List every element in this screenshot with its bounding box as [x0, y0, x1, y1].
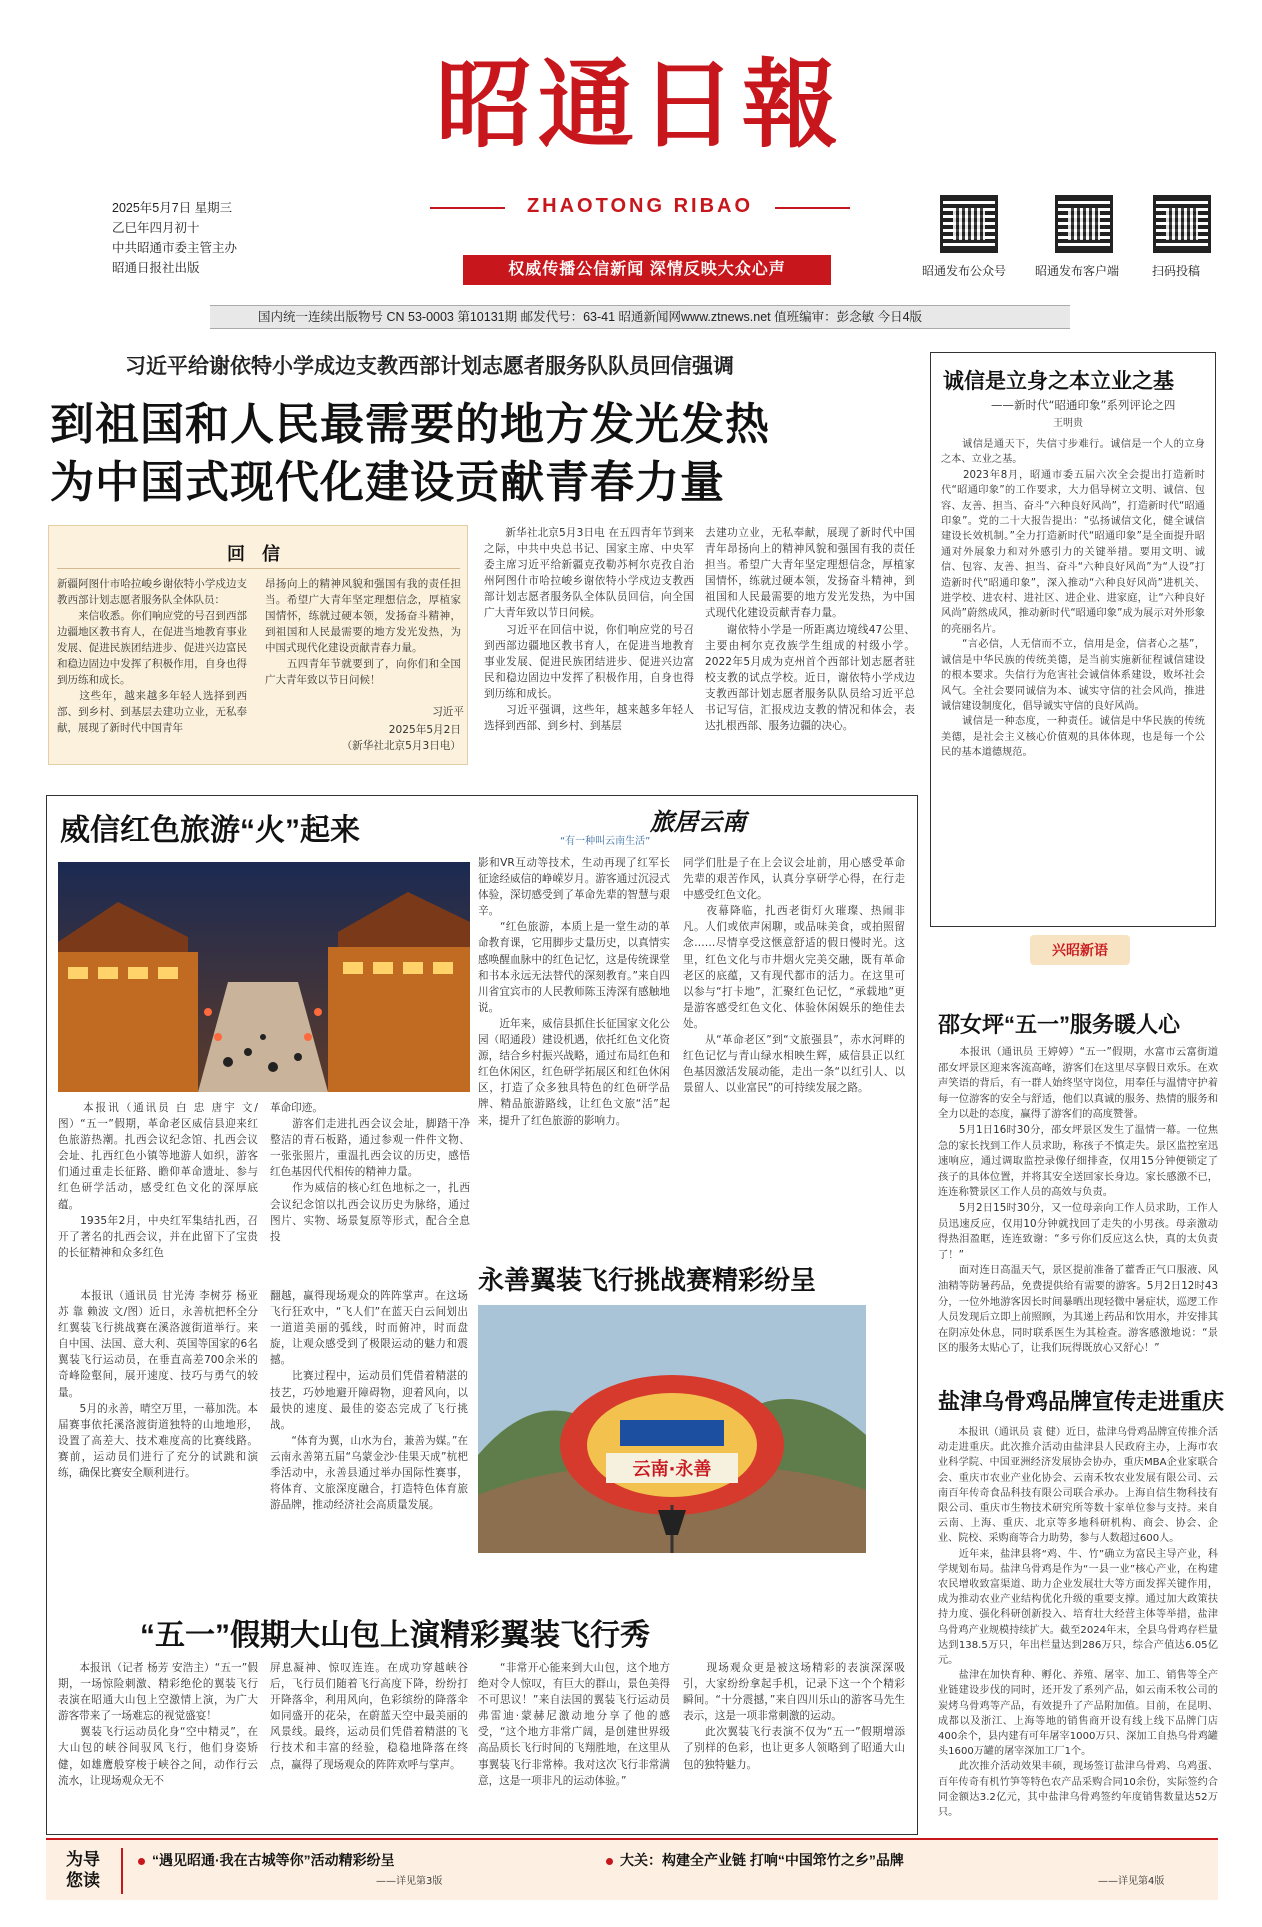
publisher: 昭通日报社出版: [112, 261, 200, 275]
weixin-column-2: 革命印迹。 游客们走进扎西会议会址，脚踏干净整洁的青石板路，通过参观一件件文物、一张张照片，重温扎西会议的历史，感悟红色基因代代相传的精神力量。 作为威信的核心红色地标之一，扎西会议纪念馆以扎西会议历史为脉络，通过图片、实物、场景复原等形式，配合全息投: [270, 1102, 470, 1243]
weixin-photo-illustration: [58, 862, 470, 1092]
guide-label-2: 您读: [66, 1871, 100, 1890]
sponsor: 中共昭通市委主管主办: [112, 241, 238, 255]
lead-headline-1: 到祖国和人民最需要的地方发光发热: [50, 400, 770, 449]
publication-info-bar: 国内统一连续出版物号 CN 53-0003 第10131期 邮发代号：63-41 昭通新闻网www.ztnews.net 值班编审：彭念敏 今日4版: [210, 305, 1070, 329]
travel-tag-sub: “有一种叫云南生活”: [560, 836, 651, 847]
reading-guide-bar: [46, 1838, 1218, 1900]
wuyi-column-1: 本报讯（记者 杨芳 安浩主）“五一”假期，一场惊险刺激、精彩绝伦的翼装飞行表演在昭通大山包上空激情上演，为广大游客带来了一场难忘的视觉盛宴！ 翼装飞行运动员化身“空中精灵”，在大山包的峡谷间驭风飞行，他们身姿矫健，如雄鹰般穿梭于峡谷之间，动作行云流水，让现场观众无不: [58, 1662, 258, 1787]
qr-label-submission: 扫码投稿: [1152, 264, 1201, 278]
editorial-author: 王明贵: [1053, 418, 1083, 429]
letter-signature: 习近平: [432, 706, 464, 718]
guide-item-1[interactable]: “遇见昭通·我在古城等你”活动精彩纷呈: [152, 1852, 395, 1868]
reply-letter-box: [48, 525, 468, 765]
lead-story-column-1: 新华社北京5月3日电 在五四青年节到来之际，中共中央总书记、国家主席、中央军委主席习近平给新疆克孜勒苏柯尔克孜自治州阿图什市哈拉峻乡谢依特小学戍边支教西部计划志愿者服务队全体队员回信，向全国广大青年致以节日问候。 习近平在回信中说，你们响应党的号召到西部边疆地区教书育人，在促进当地教育事业发展、促进民族团结进步、促进兴边富民和稳边固边中发挥了积极作用，自身也得到历练和成长。 习近平强调，这些年，越来越多年轻人选择到西部、到乡村、到基层: [484, 527, 694, 733]
qr-code-client-app[interactable]: [1055, 195, 1113, 253]
letter-dateline: （新华社北京5月3日电）: [341, 740, 461, 752]
lead-story-column-2: 去建功立业，无私奉献，展现了新时代中国青年昂扬向上的精神风貌和强国有我的责任担当。希望广大青年坚定理想信念，厚植家国情怀，练就过硬本领，发扬奋斗精神，到祖国和人民最需要的地方发光发热，为中国式现代化建设贡献青春力量。 谢依特小学是一所距离边境线47公里、主要由柯尔克孜族学生组成的村级小学。2022年5月成为克州首个西部计划志愿者驻校支教的试点学校。近日，谢依特小学戍边支教西部计划志愿者服务队队员给习近平总书记写信，汇报戍边支教的情况和体会，表达扎根西部、服务边疆的决心。: [705, 527, 915, 733]
qr-code-submission[interactable]: [1153, 195, 1211, 253]
qr-label-client-app: 昭通发布客户端: [1035, 264, 1120, 278]
wuyi-headline: “五一”假期大山包上演精彩翼装飞行秀: [140, 1619, 650, 1652]
travel-tag-main: 旅居云南: [650, 809, 746, 836]
guide-item-2[interactable]: 大关：构建全产业链 打响“中国筇竹之乡”品牌: [620, 1852, 904, 1868]
weixin-column-3: 影和VR互动等技术，生动再现了红军长征途经威信的峥嵘岁月。游客通过沉浸式体验，深切感受到了革命先辈的智慧与艰辛。 “红色旅游，本质上是一堂生动的革命教育课，它用脚步丈量历史，以真情实感唤醒血脉中的红色记忆，这是传统课堂和书本永远无法替代的深刻教育。”来自四川省宜宾市的人民教师陈玉涛深有感触地说。 近年来，威信县抓住长征国家文化公园（昭通段）建设机遇，依托红色文化资源，结合乡村振兴战略，通过布局红色和红色休闲区，红色研学拓展区和红色休闲区，打造了众多独具特色的红色研学品牌、精品旅游路线，让红色文旅“活”起来，提升了红色旅游的影响力。: [478, 857, 670, 1127]
editorial-title: 诚信是立身之本立业之基: [943, 370, 1174, 393]
letter-title: 回 信: [227, 544, 287, 564]
letter-column-1: 新疆阿图什市哈拉峻乡谢依特小学戍边支教西部计划志愿者服务队全体队员： 来信收悉。你们响应党的号召到西部边疆地区教书育人，在促进当地教育事业发展、促进民族团结进步、促进兴边富民和稳边固边中发挥了积极作用，自身也得到历练和成长。 这些年，越来越多年轻人选择到西部、到乡村、到基层去建功立业，无私奉献，展现了新时代中国青年: [57, 578, 247, 734]
yongshan-column-1: 本报讯（通讯员 甘光涛 李树芬 杨亚 苏 靠 赖波 文/图）近日，永善杭把杯全分红翼装飞行挑战赛在溪洛渡街道举行。来自中国、法国、意大利、英国等国家的6名翼装飞行运动员，在垂直高差700余米的奇峰险壑间，展开速度、技巧与勇气的较量。 5月的永善，晴空万里，一幕加洗。本届赛事依托溪洛渡街道独特的山地地形，设置了高差大、技术难度高的比赛线路。赛前，运动员们进行了充分的试跳和演练，确保比赛安全顺利进行。: [58, 1290, 258, 1480]
guide-ref-1: ——详见第3版: [376, 1876, 443, 1887]
shaonvping-headline: 邵女坪“五一”服务暖人心: [938, 1012, 1181, 1037]
masthead-pinyin: ZHAOTONG RIBAO: [526, 195, 754, 217]
letter-rule: [57, 568, 460, 569]
date-block: [112, 198, 237, 278]
shaonvping-body: 本报讯（通讯员 王婷婷）“五一”假期，水富市云富街道邵女坪景区迎来客流高峰，游客们在这里尽享假日欢乐。在欢声笑语的背后，有一群人始终坚守岗位，用奉任与温情守护着每一位游客的安全与舒适，他们以真诚的服务、热情的服务和全力以赴的态度，赢得了游客们的高度赞誉。 5月1日16时30分，邵女坪景区发生了温情一幕。一位焦急的家长找到工作人员求助，称孩子不慎走失。景区监控室迅速响应，通过调取监控录像仔细排查，仅用15分钟便锁定了孩子的具体位置，并将其安全送回家长身边。家长感激不已，连连称赞景区工作人员的高效与负责。 5月2日15时30分，又一位母亲向工作人员求助，工作人员迅速反应，仅用10分钟就找回了走失的小男孩。母亲激动得热泪盈眶，连连致谢：“多亏你们反应这么快，真的太负责了！” 面对连日高温天气，景区提前准备了藿香正气口服液、风油精等防暑药品，免费提供给有需要的游客。5月2日12时43分，一位外地游客因长时间暴晒出现轻微中暑症状，巡逻工作人员发现后立即上前照顾，为其递上药品和饮用水，并安排其在阴凉处休息，同时联系医生为其检查。游客感激地说：“景区的服务太贴心了，让我们玩得既放心又舒心！”: [938, 1046, 1218, 1355]
publication-date: 2025年5月7日 星期三: [112, 201, 233, 215]
yanjin-headline: 盐津乌骨鸡品牌宣传走进重庆: [938, 1389, 1225, 1414]
guide-ref-2: ——详见第4版: [1098, 1876, 1165, 1887]
qr-label-official-account: 昭通发布公众号: [922, 264, 1007, 278]
letter-date: 2025年5月2日: [388, 724, 461, 736]
lunar-date: 乙巳年四月初十: [112, 221, 200, 235]
yongshan-photo-illustration: [478, 1305, 866, 1553]
balloon-text: 云南·永善: [632, 1459, 712, 1480]
lead-kicker: 习近平给谢依特小学成边支教西部计划志愿者服务队队员回信强调: [125, 355, 734, 378]
editorial-box: [930, 352, 1216, 927]
masthead-slogan: 权威传播公信新闻 深情反映大众心声: [463, 255, 831, 285]
promo-tag: 兴昭新语: [1030, 935, 1130, 965]
yongshan-column-2: 翻越，赢得现场观众的阵阵掌声。在这场飞行狂欢中，“飞人们”在蓝天白云间划出一道道美丽的弧线，时而俯冲，时而盘旋，让观众感受到了极限运动的魅力和震撼。 比赛过程中，运动员们凭借着精湛的技艺，巧妙地避开障碍物，迎着风向，以最快的速度、最佳的姿态完成了飞行挑战。 “体育为翼，山水为台，兼善为媒。”在云南永善第五届“乌蒙金沙·佳果天成”杭杷季活动中，永善县通过举办国际性赛事，将体育、文旅深度融合，打造特色体育旅游品牌，推动经济社会高质量发展。: [270, 1290, 468, 1512]
masthead-title: 昭通日報: [436, 48, 844, 161]
weixin-headline: 威信红色旅游“火”起来: [60, 814, 360, 847]
yongshan-wingsuit-photo: [478, 1305, 866, 1553]
wuyi-column-4: 现场观众更是被这场精彩的表演深深吸引，大家纷纷拿起手机，记录下这一个个精彩瞬间。“十分震撼，”来自四川乐山的游客马先生表示，这是一项非常刺激的运动。 此次翼装飞行表演不仅为“五一”假期增添了别样的色彩，也让更多人领略到了昭通大山包的独特魅力。: [683, 1662, 905, 1771]
yanjin-body: 本报讯（通讯员 袁 健）近日，盐津乌骨鸡品牌宣传推介活动走进重庆。此次推介活动由盐津县人民政府主办，上海市农业科学院、中国亚洲经济发展协会协办，重庆MBA企业家联合会、重庆市农业产业化协会、云南禾牧农业发展有限公司、云南百年传奇食品科技有限公司联合承办。上海自信生物科技有限公司、重庆市生物技术研究所等数十家单位参与支持。来自云南、上海、重庆、北京等多地科研机构、商会、协会、企业、院校、采购商等合力助势，参与人数超过600人。 近年来，盐津县将“鸡、牛、竹”确立为富民主导产业，科学规划布局。盐津乌骨鸡是作为“一县一业”核心产业，在构建农民增收致富渠道、助力企业发展壮大等方面发挥关键作用，成为推动农业产业结构优化升级的重要支撑。通过加大政策扶持力度、强化科研创新投入、培育壮大经营主体等举措，盐津乌骨鸡产业规模持续扩大。截至2024年末，全县乌骨鸡存栏量达到138.5万只，年出栏量达到286万只，综合产值达6.05亿元。 盐津在加快育种、孵化、养殖、屠宰、加工、销售等全产业链建设步伐的同时，还开发了系列产品，如云南禾牧公司的炭烤乌骨鸡等产品，有效提升了产品附加值。目前，在昆明、成都以及浙江、上海等地的销售商开设有线上线下品牌门店400余个，县内建有可年屠宰1000万只、深加工自热乌骨鸡罐头1600万罐的屠宰深加工厂1个。 此次推介活动效果丰硕，现场签订盐津乌骨鸡、乌鸡蛋、百年传奇有机竹笋等特色农产品采购合同10余份，实际签约合同金额达3.2亿元，其中盐津乌骨鸡签约年度销售数量达52万只。: [938, 1427, 1218, 1819]
editorial-subtitle: ——新时代“昭通印象”系列评论之四: [991, 398, 1176, 412]
qr-code-official-account[interactable]: [940, 195, 998, 253]
letter-column-2: 昂扬向上的精神风貌和强国有我的责任担当。希望广大青年坚定理想信念，厚植家国情怀，练就过硬本领，发扬奋斗精神，到祖国和人民最需要的地方发光发热，为中国式现代化建设贡献青春力量。 五四青年节就要到了，向你们和全国广大青年致以节日问候！: [265, 578, 461, 686]
wuyi-column-3: “非常开心能来到大山包，这个地方绝对令人惊叹，有巨大的群山，景色美得不可思议！”来自法国的翼装飞行运动员弗雷迪·蒙赫尼激动地分享了他的感受，“这个地方非常广阔，是创建世界级高品质长飞行时间的飞翔胜地，在这里从事翼装飞行非常棒。我对这次飞行非常满意，这是一项非凡的运动体验。”: [478, 1662, 670, 1787]
weixin-night-street-photo: [58, 862, 470, 1092]
lead-headline-2: 为中国式现代化建设贡献青春力量: [50, 458, 725, 507]
guide-divider: [121, 1848, 123, 1894]
guide-bullet-2: [606, 1858, 613, 1865]
editorial-body: 诚信是通天下，失信寸步难行。诚信是一个人的立身之本、立业之基。 2023年8月，昭通市委五届六次全会提出打造新时代“昭通印象”的工作要求，大力倡导树立文明、诚信、包容、友善、担当、奋斗“六种良好风尚”，打造新时代“昭通印象”。党的二十大报告提出：“弘扬诚信文化，健全诚信建设长效机制。”全力打造新时代“昭通印象”是全面提升昭通对外展象力和对外感引力的关键举措。要用文明、诚信、包容、友善、担当、奋斗“六种良好风尚”为“人设”打造新时代“昭通印象”，深入推动“六种良好风尚”进机关、进学校、进农村、进社区、进企业、进家庭，让“六种良好风尚”蔚然成风，推动新时代“昭通印象”成为展示对外形象的亮丽名片。 “言必信，人无信而不立，信用是金，信者心之基”，诚信是中华民族的传统美德，是当前实施新征程诚信建设的根本要求。失信行为危害社会诚信体系建设，败坏社会风气。全社会要同诚信为本、诚实守信的社会风尚，推进诚信建设制度化，倡导诚实守信的良好风尚。 诚信是一种态度，一种责任。诚信是中华民族的传统美德，是社会主义核心价值观的具体体现，也是每一个公民的基本道德规范。: [941, 439, 1205, 759]
weixin-column-1: 本报讯（通讯员 白 忠 唐宇 文/图）“五一”假期，革命老区威信县迎来红色旅游热潮。扎西会议纪念馆、扎西会议会址、扎西红色小镇等地游人如织，游客们通过重走长征路、瞻仰革命遗址、参与红色研学活动，感受红色文化的深厚底蕴。 1935年2月，中央红军集结扎西，召开了著名的扎西会议，并在此留下了宝贵的长征精神和众多红色: [58, 1102, 258, 1259]
wuyi-column-2: 屏息凝神、惊叹连连。在成功穿越峡谷后，飞行员们随着飞行高度下降，纷纷打开降落伞，利用风向，色彩缤纷的降落伞如同盛开的花朵，在蔚蓝天空中最美丽的风景线。最终，运动员们凭借着精湛的飞行技术和丰富的经验，稳稳地降落在终点，赢得了现场观众的阵阵欢呼与掌声。: [270, 1662, 468, 1771]
guide-label-1: 为导: [66, 1850, 100, 1869]
guide-bullet-1: [138, 1858, 145, 1865]
weixin-column-4: 同学们肚是子在上会议会址前，用心感受革命先辈的艰苦作风，认真分享研学心得，在行走中感受红色文化。 夜幕降临，扎西老街灯火璀璨、热闹非凡。人们或依声闲聊，或品味美食，或拍照留念……尽情享受这惬意舒适的假日慢时光。这里，红色文化与市井烟火完美交融，既有革命老区的底蕴，又有现代都市的活力。在这里可以参与“打卡地”，汇聚红色记忆，“承载地”更是游客感受红色文化、体验休闲娱乐的绝佳去处。 从“革命老区”到“文旅强县”，赤水河畔的红色记忆与青山绿水相映生辉，威信县正以红色基因激活发展动能，走出一条“以红引人、以景留人、以业富民”的可持续发展之路。: [683, 857, 905, 1095]
yongshan-headline: 永善翼装飞行挑战赛精彩纷呈: [478, 1265, 817, 1295]
